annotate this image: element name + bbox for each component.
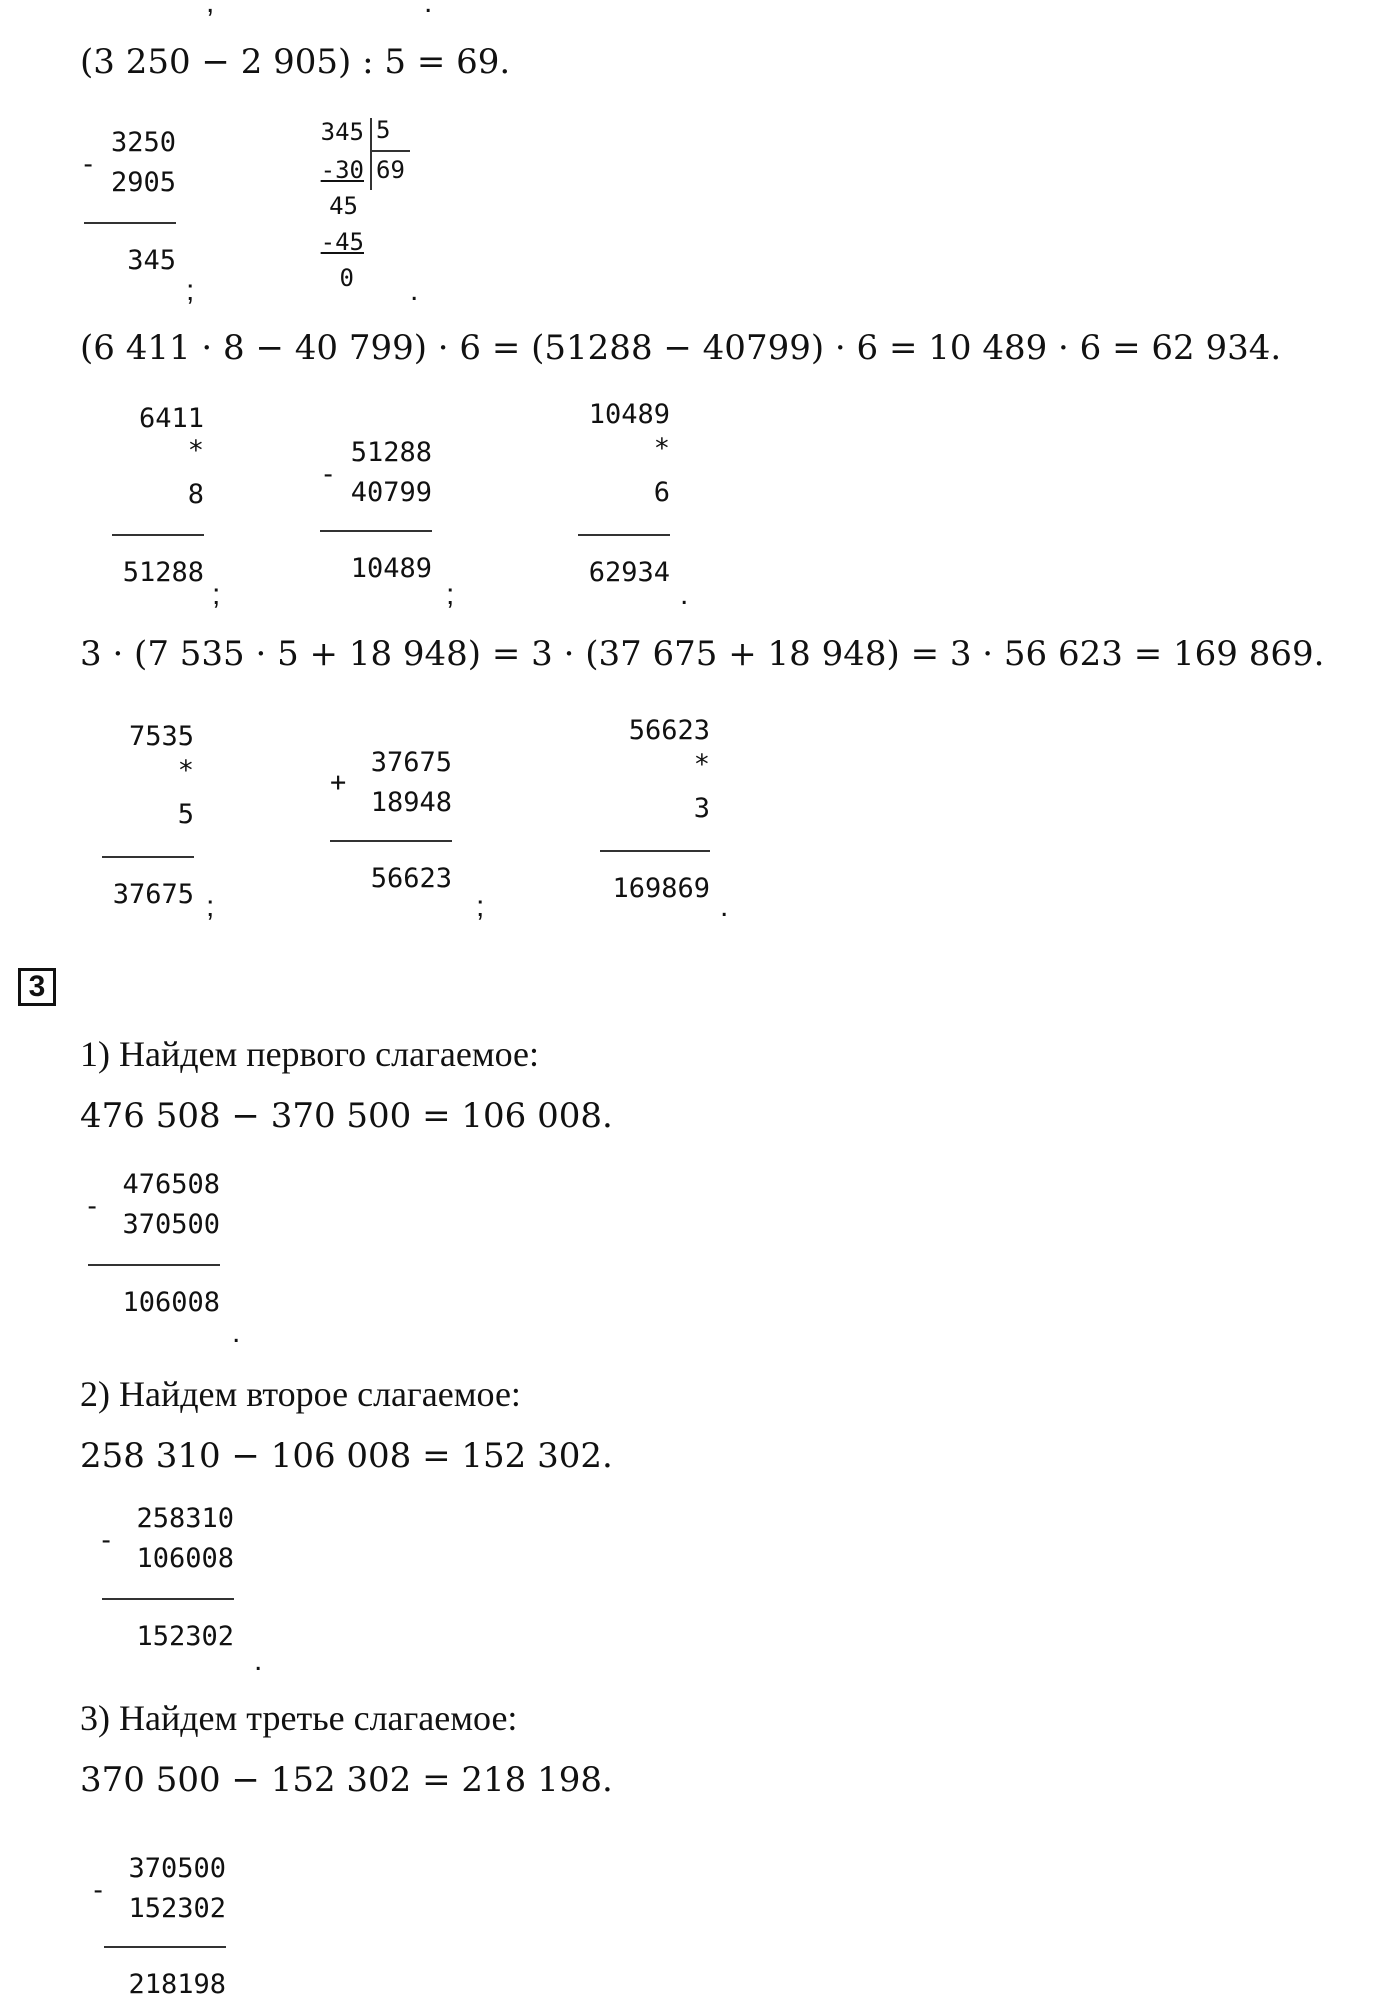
quotient: 69: [376, 156, 405, 184]
multiplier: 6: [653, 477, 670, 508]
step-2-equation: 258 310 − 106 008 = 152 302.: [80, 1436, 613, 1476]
multiplier: 8: [187, 479, 204, 510]
product: 37675: [112, 879, 194, 910]
dot: .: [410, 274, 419, 307]
subtrahend: 40799: [350, 477, 432, 508]
step-2-heading: 2) Найдем второе слагаемое:: [80, 1374, 521, 1414]
sum: 56623: [370, 863, 452, 894]
minuend: 258310: [136, 1503, 234, 1534]
minus-sign: -: [80, 149, 97, 180]
dot: .: [680, 578, 689, 611]
division-horizontal-line: [370, 150, 410, 152]
minuend: 370500: [128, 1853, 226, 1884]
result-line: [102, 1598, 234, 1600]
subtrahend: 152302: [128, 1893, 226, 1924]
multiplicand: 6411: [138, 403, 204, 434]
product: 169869: [612, 873, 710, 904]
semicolon: ;: [446, 578, 455, 611]
task-number-box: 3: [18, 968, 56, 1006]
minus-sign: -: [320, 459, 337, 490]
second-subtraction: -45: [320, 228, 364, 256]
semicolon: ;: [212, 578, 221, 611]
product: 62934: [588, 557, 670, 588]
result-line: [112, 534, 204, 536]
semicolon: ;: [476, 890, 485, 923]
minus-sign: -: [98, 1525, 115, 1556]
subtrahend: 2905: [110, 167, 176, 198]
dot: .: [254, 1644, 263, 1677]
multiply-sign: *: [693, 749, 710, 780]
multiply-sign: *: [177, 755, 194, 786]
result-line: [578, 534, 670, 536]
divisor: 5: [376, 116, 391, 144]
addend-2: 18948: [370, 787, 452, 818]
difference: 152302: [136, 1621, 234, 1652]
cut-off-dot: .: [424, 0, 433, 19]
final-remainder: 0: [339, 264, 354, 292]
multiplicand: 10489: [588, 399, 670, 430]
minus-sign: -: [84, 1191, 101, 1222]
step-3-heading: 3) Найдем третье слагаемое:: [80, 1698, 518, 1738]
multiply-sign: *: [187, 435, 204, 466]
result-line: [104, 1946, 226, 1948]
difference: 106008: [122, 1287, 220, 1318]
result-line: [330, 840, 452, 842]
step-3-equation: 370 500 − 152 302 = 218 198.: [80, 1760, 613, 1800]
multiplier: 5: [177, 799, 194, 830]
plus-sign: +: [330, 767, 347, 798]
subtrahend: 370500: [122, 1209, 220, 1240]
difference: 345: [127, 245, 176, 276]
multiply-sign: *: [653, 433, 670, 464]
first-subtraction: -30: [320, 156, 364, 184]
difference: 10489: [350, 553, 432, 584]
division-vertical-line: [370, 118, 372, 190]
minuend: 3250: [110, 127, 176, 158]
equation-1: (3 250 − 2 905) : 5 = 69.: [80, 42, 511, 82]
equation-2: (6 411 · 8 − 40 799) · 6 = (51288 − 40799) · 6 = 10 489 · 6 = 62 934.: [80, 328, 1282, 368]
result-line: [102, 856, 194, 858]
dot: .: [232, 1316, 241, 1349]
multiplier: 3: [693, 793, 710, 824]
minuend: 476508: [122, 1169, 220, 1200]
cut-off-comma: ,: [206, 0, 215, 19]
step-1-heading: 1) Найдем первого слагаемое:: [80, 1034, 540, 1074]
multiplicand: 56623: [628, 715, 710, 746]
addend-1: 37675: [370, 747, 452, 778]
result-line: [88, 1264, 220, 1266]
step-1-equation: 476 508 − 370 500 = 106 008.: [80, 1096, 613, 1136]
difference: 218198: [128, 1969, 226, 2000]
minus-sign: -: [90, 1875, 107, 1906]
minuend: 51288: [350, 437, 432, 468]
dividend: 345: [320, 118, 364, 146]
result-line: [600, 850, 710, 852]
product: 51288: [122, 557, 204, 588]
multiplicand: 7535: [128, 721, 194, 752]
dot: .: [720, 890, 729, 923]
result-line: [84, 222, 176, 224]
semicolon: ;: [186, 274, 195, 307]
result-line: [320, 530, 432, 532]
subtrahend: 106008: [136, 1543, 234, 1574]
semicolon: ;: [206, 890, 215, 923]
first-remainder: 45: [329, 192, 358, 220]
equation-3: 3 · (7 535 · 5 + 18 948) = 3 · (37 675 + 18 948) = 3 · 56 623 = 169 869.: [80, 634, 1325, 674]
